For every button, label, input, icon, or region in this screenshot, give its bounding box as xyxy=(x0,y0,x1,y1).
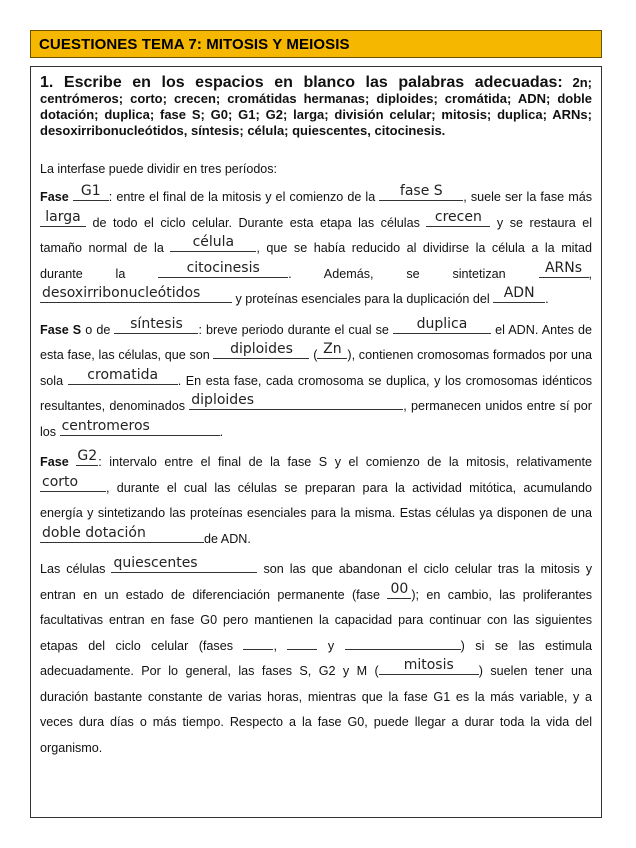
phase-label: Fase S xyxy=(40,322,82,337)
phase-label: Fase xyxy=(40,190,69,204)
worksheet-title-bar xyxy=(30,30,602,58)
question-box xyxy=(30,66,602,818)
question-lead: 1. Escribe en los espacios en blanco las palabras adecuadas: xyxy=(40,74,563,91)
answer-blank-6[interactable]: citocinesis xyxy=(158,264,288,278)
answer-blank-25[interactable]: mitosis xyxy=(379,661,479,675)
answer-blank-22[interactable] xyxy=(243,636,273,650)
answer-blank-12[interactable]: diploides xyxy=(213,345,309,359)
answer-blank-10[interactable]: síntesis xyxy=(114,320,198,334)
paragraph-fase-g1: Fase G1 : entre el final de la mitosis y el comienzo de la fase S , suele ser la fase más larga de todo el ciclo celular. Durante esta etapa las células crecen y se restaura el tamaño normal de la célula , que se había reducido al dividirse la célula a la mitad durante la citocinesis . Además, se sintetizan ARNs , desoxirribonucleótidos y proteínas esenciales para la duplicación del ADN . xyxy=(40,183,593,306)
question-heading xyxy=(40,75,592,139)
answer-blank-16[interactable]: centromeros xyxy=(60,422,220,436)
answer-blank-21[interactable]: 00 xyxy=(387,585,411,599)
answer-blank-2[interactable]: fase S xyxy=(379,187,463,201)
intro-text: La interfase puede dividir en tres períodos: xyxy=(40,162,277,176)
answer-blank-4[interactable]: crecen xyxy=(426,213,490,227)
word-bank: 2n; centrómeros; corto; crecen; cromátidas hermanas; diploides; cromátida; ADN; doble dotación; duplica; fase S; G0; G1; G2; larga; división celular; mitosis; duplica; ARNs; desoxirribonucleótidos, síntesis; célula; quiescentes, citocinesis. xyxy=(40,75,592,138)
answer-blank-18[interactable]: corto xyxy=(40,478,106,492)
answer-blank-14[interactable]: cromatida xyxy=(68,371,178,385)
answer-blank-13[interactable]: Zn xyxy=(317,345,347,359)
answer-blank-23[interactable] xyxy=(287,636,317,650)
worksheet-title: CUESTIONES TEMA 7: MITOSIS Y MEIOSIS xyxy=(39,35,350,53)
answer-blank-20[interactable]: quiescentes xyxy=(111,559,257,573)
paragraph-quiescentes: Las células quiescentes son las que abandonan el ciclo celular tras la mitosis y entran en un estado de diferenciación permanente (fase 00 ); en cambio, las proliferantes facultativas entran en fase G0 pero mantienen la capacidad para continuar con las siguientes etapas del ciclo celular (fases , y ) si se las estimula adecuadamente. Por lo general, las fases S, G2 y M ( mitosis ) suelen tener una duración bastante constante de varias horas, mientras que la fase G1 es la más variable, y a veces dura días o más tiempo. Respecto a la fase G0, puede llegar a durar toda la vida del organismo. xyxy=(40,555,593,755)
answer-blank-11[interactable]: duplica xyxy=(393,320,491,334)
answer-blank-1[interactable]: G1 xyxy=(73,187,109,201)
answer-blank-17[interactable]: G2 xyxy=(77,448,98,464)
answer-blank-3[interactable]: larga xyxy=(40,213,86,227)
answer-blank-24[interactable] xyxy=(345,636,461,650)
answer-blank-19[interactable]: doble dotación xyxy=(40,529,204,543)
answer-blank-15[interactable]: diploides xyxy=(189,396,403,410)
answer-blank-7[interactable]: ARNs xyxy=(539,264,589,278)
answer-blank-8[interactable]: desoxirribonucleótidos xyxy=(40,289,232,303)
answer-blank-5[interactable]: célula xyxy=(170,238,256,252)
paragraph-fase-s: Fase S o de síntesis : breve periodo durante el cual se duplica el ADN. Antes de esta fase, las células, que son diploides ( Zn ), contienen cromosomas formados por una sola cromatida . En esta fase, cada cromosoma se duplica, y los cromosomas idénticos resultantes, denominados diploides , permanecen unidos entre sí por los centromeros . xyxy=(40,315,593,439)
answer-blank-9[interactable]: ADN xyxy=(493,289,545,303)
paragraph-fase-g2: Fase G2 : intervalo entre el final de la fase S y el comienzo de la mitosis, relativamente corto , durante el cual las células se preparan para la actividad mitótica, acumulando energía y sintetizando las proteínas esenciales para la misma. Estas células ya disponen de una doble dotación de ADN. xyxy=(40,448,592,546)
phase-label: Fase xyxy=(40,455,69,469)
